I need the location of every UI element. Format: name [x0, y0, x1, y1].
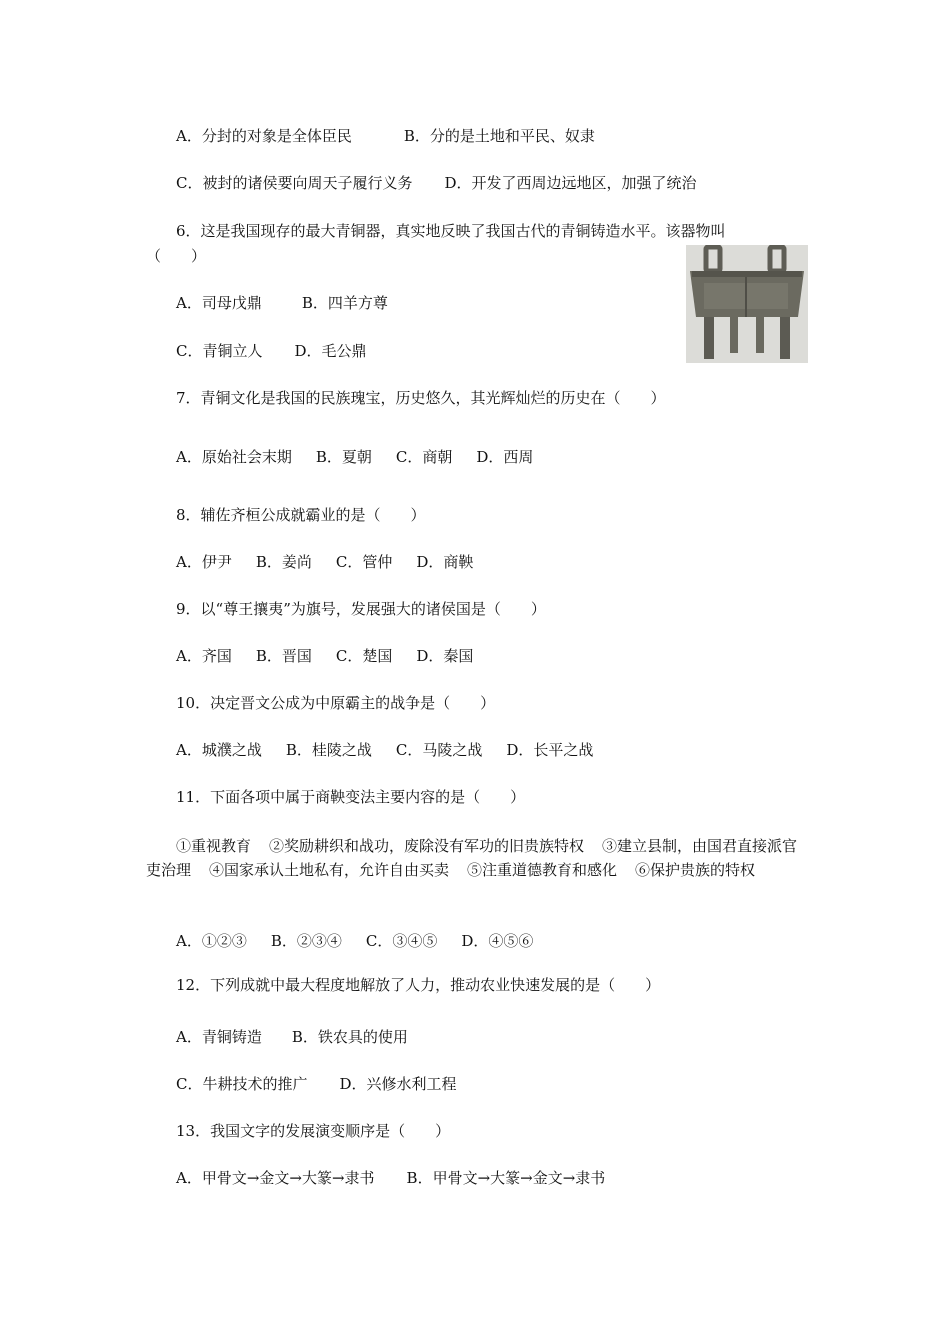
- q8-option-a: A．伊尹: [176, 553, 232, 571]
- q10-option-a: A．城濮之战: [176, 741, 262, 759]
- q9-question: 9．以“尊王攘夷”为旗号，发展强大的诸侯国是（ ）: [176, 600, 546, 618]
- q11-options: [176, 931, 533, 951]
- q11-item-1: ①重视教育: [176, 837, 252, 855]
- q11-option-d: D．④⑤⑥: [461, 932, 534, 950]
- q12-options-ab: [176, 1027, 408, 1047]
- q10-question: 10．决定晋文公成为中原霸主的战争是（ ）: [176, 694, 496, 712]
- q6-option-a: A．司母戊鼎: [176, 294, 262, 312]
- q11-item-4: ④国家承认土地私有，允许自由买卖: [209, 861, 450, 879]
- bronze-ding-photo: [686, 245, 808, 363]
- q5-options-ab: [176, 126, 595, 146]
- q6-paren: （ ）: [146, 247, 207, 265]
- q6-option-b: B．四羊方尊: [301, 294, 388, 312]
- q5-option-b: B．分的是土地和平民、奴隶: [403, 127, 595, 145]
- q7-options: [176, 447, 533, 467]
- q13-options-ab: [176, 1168, 605, 1188]
- q8-options: [176, 552, 473, 572]
- q11-item-2: ②奖励耕织和战功，废除没有军功的旧贵族特权: [269, 837, 585, 855]
- q10-option-d: D．长平之战: [506, 741, 594, 759]
- q6-options-ab: [176, 293, 388, 313]
- q9-option-b: B．晋国: [255, 647, 312, 665]
- q7-option-b: B．夏朝: [315, 448, 372, 466]
- q8-option-b: B．姜尚: [255, 553, 312, 571]
- q11-item-5: ⑤注重道德教育和感化: [467, 861, 618, 879]
- q5-option-d: D．开发了西周边远地区，加强了统治: [444, 174, 697, 192]
- q11-item-6: ⑥保护贵族的特权: [635, 861, 756, 879]
- q10-options: [176, 740, 593, 760]
- q13-option-b: B．甲骨文→大篆→金文→隶书: [406, 1169, 606, 1187]
- q9-options: [176, 646, 473, 666]
- q11-option-a: A．①②③: [176, 932, 247, 950]
- q11-item-3: ③建立县制，由国君直接派官吏治理: [146, 837, 798, 879]
- q7-option-d: D．西周: [476, 448, 534, 466]
- q9-option-c: C．楚国: [335, 647, 393, 665]
- q11-question: 11．下面各项中属于商鞅变法主要内容的是（ ）: [176, 788, 526, 806]
- q9-option-d: D．秦国: [416, 647, 474, 665]
- q5-option-c: C．被封的诸侯要向周天子履行义务: [176, 174, 413, 192]
- q8-option-c: C．管仲: [335, 553, 393, 571]
- q6-option-c: C．青铜立人: [176, 342, 263, 360]
- q10-option-b: B．桂陵之战: [285, 741, 372, 759]
- q11-option-c: C．③④⑤: [365, 932, 438, 950]
- q7-option-c: C．商朝: [395, 448, 453, 466]
- q12-options-cd: [176, 1074, 457, 1094]
- q12-option-b: B．铁农具的使用: [291, 1028, 408, 1046]
- q10-option-c: C．马陵之战: [395, 741, 483, 759]
- q5-options-cd: [176, 173, 697, 193]
- q12-option-d: D．兴修水利工程: [339, 1075, 457, 1093]
- q13-option-a: A．甲骨文→金文→大篆→隶书: [176, 1169, 375, 1187]
- q7-option-a: A．原始社会末期: [176, 448, 292, 466]
- q6-question: 6．这是我国现存的最大青铜器，真实地反映了我国古代的青铜铸造水平。该器物叫: [176, 222, 726, 240]
- q12-option-c: C．牛耕技术的推广: [176, 1075, 308, 1093]
- q6-options-cd: [176, 341, 367, 361]
- q11-option-b: B．②③④: [270, 932, 342, 950]
- q13-question: 13．我国文字的发展演变顺序是（ ）: [176, 1122, 451, 1140]
- q11-items: [146, 834, 806, 882]
- q5-option-a: A．分封的对象是全体臣民: [176, 127, 352, 145]
- q6-option-d: D．毛公鼎: [294, 342, 367, 360]
- q12-option-a: A．青铜铸造: [176, 1028, 262, 1046]
- q12-question: 12．下列成就中最大程度地解放了人力，推动农业快速发展的是（ ）: [176, 976, 661, 994]
- q8-question: 8．辅佐齐桓公成就霸业的是（ ）: [176, 506, 426, 524]
- q9-option-a: A．齐国: [176, 647, 232, 665]
- q8-option-d: D．商鞅: [416, 553, 474, 571]
- q7-question: 7．青铜文化是我国的民族瑰宝，历史悠久，其光辉灿烂的历史在（ ）: [176, 389, 666, 407]
